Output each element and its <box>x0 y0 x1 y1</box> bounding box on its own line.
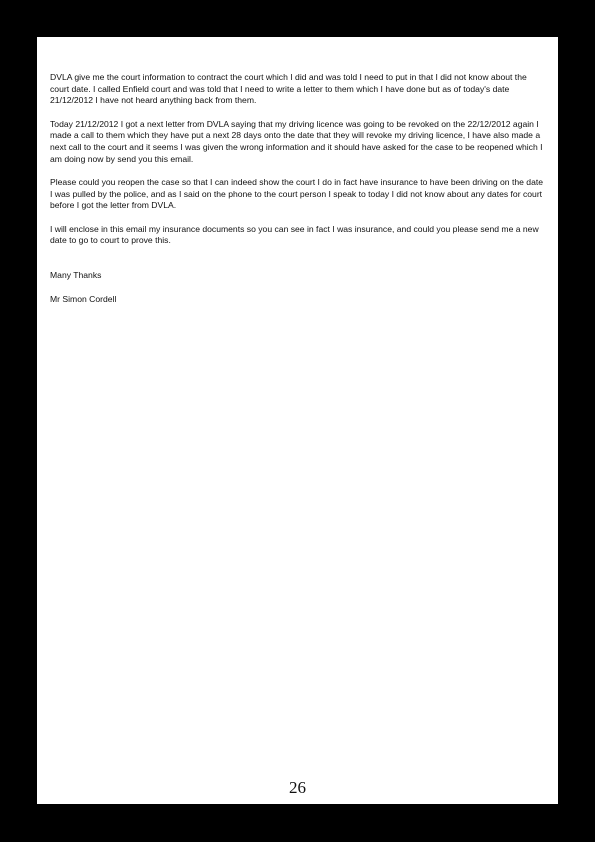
page-number: 26 <box>289 778 306 797</box>
paragraph-enclosure: I will enclose in this email my insurance documents so you can see in fact I was insurance, and could you please send me a new date to go to court to prove this. <box>50 223 539 246</box>
paragraph-reopen-request: Please could you reopen the case so that I can indeed show the court I do in fact have insurance to have been driving on the date I was pulled by the police, and as I said on the phone to the court person I speak to today I did not know about any dates for court before I got the letter from DVLA. <box>50 176 544 211</box>
spacer <box>50 258 545 270</box>
paragraph-court-information: DVLA give me the court information to contract the court which I did and was told I need to put in that I did not know about the court date. I called Enfield court and was told that I need to write a letter to them which I have done but as of today's date 21/12/2012 I have not heard anything back from them. <box>50 72 527 106</box>
document-page <box>37 37 558 804</box>
letter-body <box>50 72 545 317</box>
closing-line: Many Thanks <box>50 269 102 280</box>
signature-name: Mr Simon Cordell <box>50 293 117 304</box>
paragraph-dvla-letter: Today 21/12/2012 I got a next letter from DVLA saying that my driving licence was going to be revoked on the 22/12/2012 again I made a call to them which they have put a next 28 days onto the date that they will revoke my driving licence, I have also made a next call to the court and it seems I was given the wrong information and it should have asked for the case to be reopened which I am doing now by send you this email. <box>50 118 543 164</box>
